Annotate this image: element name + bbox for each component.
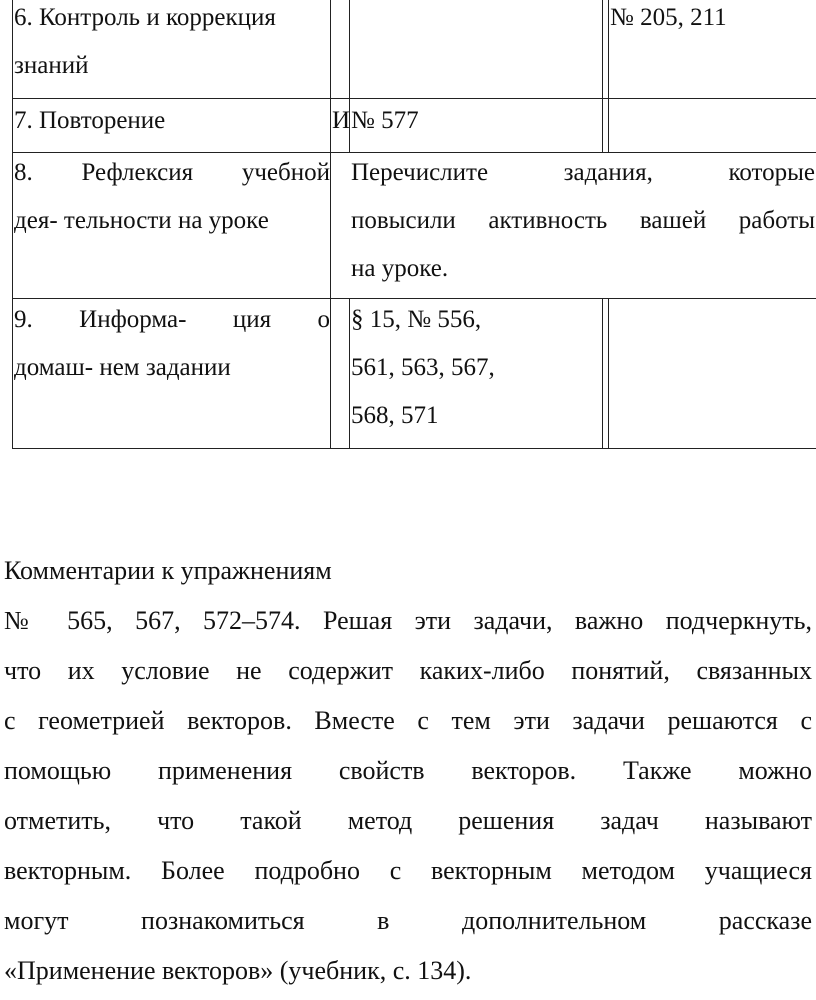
- cell-line: § 15, № 556,: [351, 306, 482, 333]
- cell-line: Перечислите задания, которые: [351, 159, 815, 186]
- comment-line: что их условие не содержит каких-либо понятий, связанных: [4, 656, 812, 685]
- table-cell-tasks: [610, 0, 810, 42]
- table-cell-overflow-letter: [332, 97, 352, 145]
- comment-line: «Применение векторов» (учебник, с. 134).: [4, 956, 472, 985]
- cell-text: № 205, 211: [610, 4, 727, 31]
- table-rule: [608, 0, 609, 153]
- comment-line: с геометрией векторов. Вместе с тем эти задачи решаются с: [4, 706, 812, 735]
- cell-text: № 577: [351, 107, 419, 134]
- table-cell-homework: [351, 296, 601, 440]
- cell-line: повысили активность вашей работы: [351, 207, 815, 234]
- cell-line: дея- тельности на уроке: [14, 207, 269, 234]
- table-cell-stage: [14, 97, 330, 145]
- table-cell-exercise: [351, 97, 591, 145]
- table-cell-stage: [14, 296, 330, 392]
- table-rule: [602, 0, 603, 153]
- table-cell-stage: [14, 149, 330, 245]
- table-cell-content: [351, 149, 815, 293]
- cell-line: 9. Информа- ция о: [14, 306, 330, 333]
- comment-line: могут познакомиться в дополнительном рассказе: [4, 906, 812, 935]
- cell-line: 8. Рефлексия учебной: [14, 159, 330, 186]
- cell-line: 7. Повторение: [14, 107, 166, 134]
- table-rule: [602, 298, 603, 449]
- cell-line: 561, 563, 567,: [351, 354, 495, 381]
- cell-line: 568, 571: [351, 402, 439, 429]
- table-rule: [12, 0, 13, 449]
- comment-line: векторным. Более подробно с векторным методом учащиеся: [4, 856, 812, 885]
- comment-line: отметить, что такой метод решения задач называют: [4, 806, 812, 835]
- comment-line: помощью применения свойств векторов. Также можно: [4, 756, 812, 785]
- cell-text: И: [332, 107, 351, 134]
- table-rule: [12, 448, 816, 449]
- cell-line: домаш- нем задании: [14, 354, 231, 381]
- comment-line: № 565, 567, 572–574. Решая эти задачи, важно подчеркнуть,: [4, 606, 812, 635]
- table-rule: [608, 298, 609, 449]
- cell-line: на уроке.: [351, 255, 449, 282]
- table-rule: [349, 298, 350, 449]
- cell-line: знаний: [14, 52, 89, 79]
- comments-heading: Комментарии к упражнениям: [4, 556, 332, 585]
- table-rule: [330, 0, 331, 449]
- cell-line: 6. Контроль и коррекция: [14, 4, 276, 31]
- table-cell-stage: [14, 0, 330, 90]
- comments-section: [4, 546, 812, 996]
